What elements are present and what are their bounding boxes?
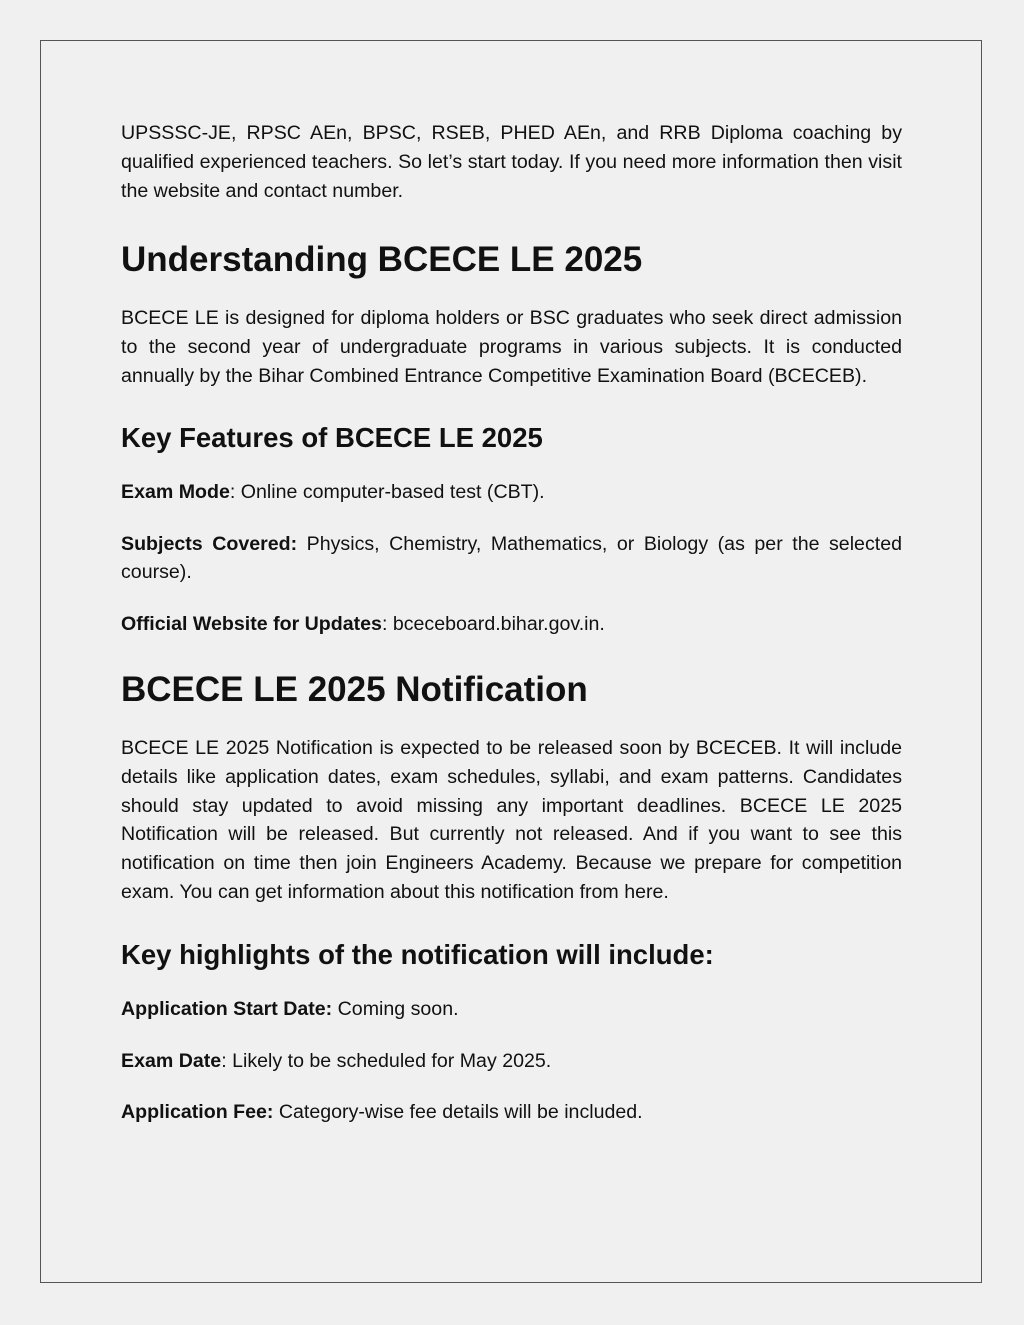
feature-value: : bceceboard.bihar.gov.in. bbox=[381, 613, 605, 636]
feature-value: Physics, Chemistry, Mathematics, or Biology (as per the selected course). bbox=[121, 532, 902, 584]
highlight-label: Application Start Date: bbox=[121, 997, 333, 1020]
highlight-application-start bbox=[121, 995, 902, 1024]
document-content bbox=[121, 119, 902, 1127]
notification-heading: BCECE LE 2025 Notification bbox=[121, 669, 588, 709]
notification-paragraph: BCECE LE 2025 Notification is expected to be released soon by BCECEB. It will include details like application dates, exam schedules, syllabi, and exam patterns. Candidates should stay updated to avoid missing any important deadlines. BCECE LE 2025 Notification will be released. But currently not released. And if you want to see this notification on time then join Engineers Academy. Because we prepare for competition exam. You can get information about this notification from here. bbox=[121, 736, 902, 903]
highlight-value: Coming soon. bbox=[332, 997, 459, 1020]
feature-website bbox=[121, 610, 902, 639]
highlight-label: Exam Date bbox=[121, 1049, 222, 1072]
highlight-value: Category-wise fee details will be included. bbox=[273, 1101, 643, 1124]
understanding-heading: Understanding BCECE LE 2025 bbox=[121, 240, 643, 280]
highlights-heading: Key highlights of the notification will include: bbox=[121, 938, 714, 970]
highlight-application-fee bbox=[121, 1098, 902, 1127]
feature-label: Official Website for Updates bbox=[121, 613, 382, 636]
highlight-exam-date bbox=[121, 1047, 902, 1076]
feature-subjects bbox=[121, 530, 902, 588]
understanding-paragraph: BCECE LE is designed for diploma holders or BSC graduates who seek direct admission to the second year of undergraduate programs in various subjects. It is conducted annually by the Bihar Combined Entrance Competitive Examination Board (BCECEB). bbox=[121, 307, 902, 387]
key-features-heading: Key Features of BCECE LE 2025 bbox=[121, 421, 543, 453]
highlight-value: : Likely to be scheduled for May 2025. bbox=[221, 1049, 552, 1072]
feature-label: Subjects Covered: bbox=[121, 532, 298, 555]
highlight-label: Application Fee: bbox=[121, 1101, 274, 1124]
feature-label: Exam Mode bbox=[121, 480, 230, 503]
intro-paragraph: UPSSSC-JE, RPSC AEn, BPSC, RSEB, PHED AEn, and RRB Diploma coaching by qualified experienced teachers. So let’s start today. If you need more information then visit the website and contact number. bbox=[121, 122, 902, 202]
feature-exam-mode bbox=[121, 478, 902, 507]
feature-value: : Online computer-based test (CBT). bbox=[229, 480, 545, 503]
